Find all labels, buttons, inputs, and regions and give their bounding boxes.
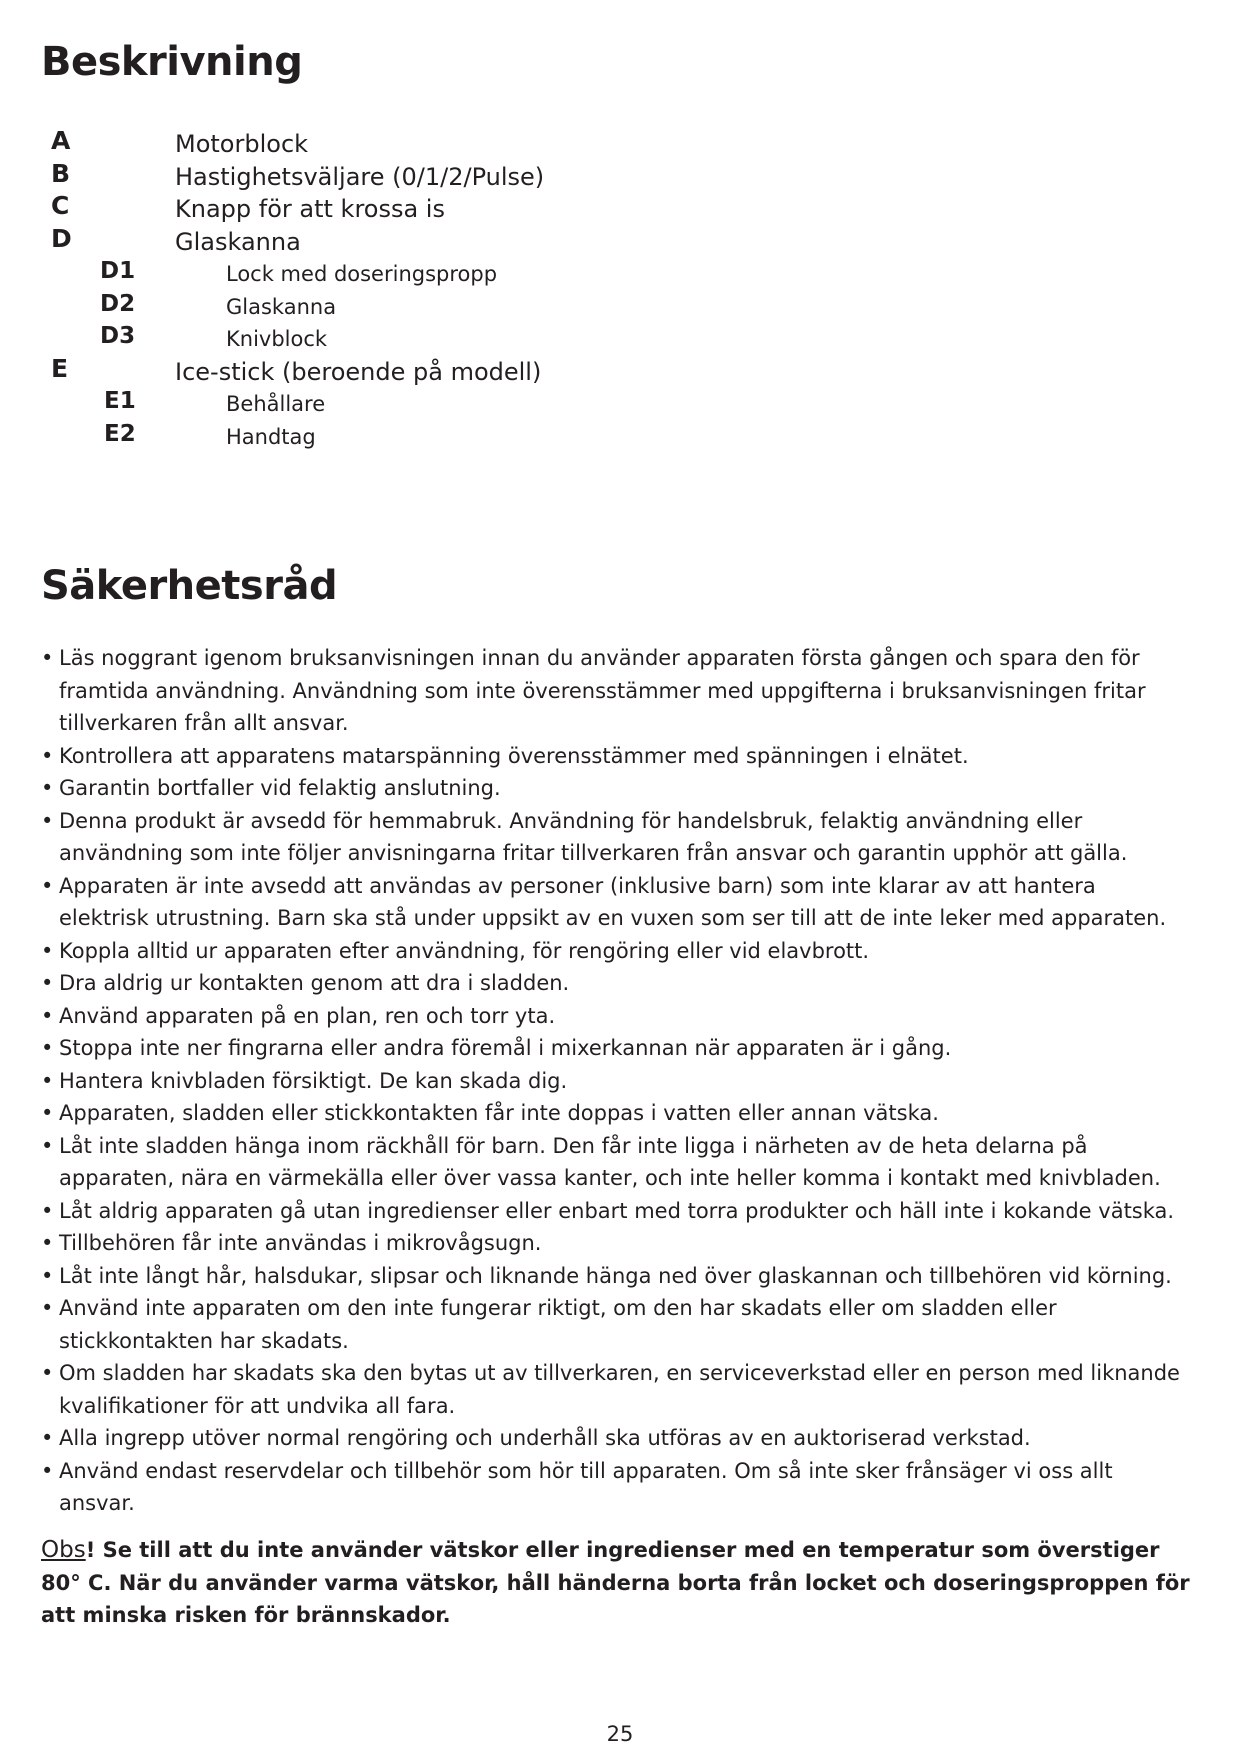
subpart-label: Glaskanna: [226, 294, 337, 319]
list-item: • Kontrollera att apparatens matarspänning överensstämmer med spänningen i elnätet.: [41, 740, 1191, 773]
note-text: ! Se till att du inte använder vätskor eller ingredienser med en temperatur som överstiger 80° C. När du använder varma vätskor, håll händerna borta från locket och doseringsproppen för att minska risken för brännskador.: [41, 1538, 1190, 1627]
list-item: • Hantera knivbladen försiktigt. De kan skada dig.: [41, 1065, 1191, 1098]
list-item: • Apparaten, sladden eller stickkontakten får inte doppas i vatten eller annan vätska.: [41, 1097, 1191, 1130]
part-letter: C: [51, 191, 70, 220]
list-item: • Koppla alltid ur apparaten efter användning, för rengöring eller vid elavbrott.: [41, 935, 1191, 968]
part-row-e1: [0, 386, 1240, 419]
list-item: • Denna produkt är avsedd för hemmabruk. Användning för handelsbruk, felaktig användning eller användning som inte följer anvisningarna fritar tillverkaren från ansvar och garantin upphör att gälla.: [41, 805, 1191, 870]
page-number: 25: [606, 1722, 634, 1746]
part-row-e: [0, 354, 1240, 387]
subpart-code: D2: [100, 290, 136, 317]
part-letter: D: [51, 223, 72, 253]
subpart-code: E1: [104, 388, 136, 414]
list-item: • Låt inte sladden hänga inom räckhåll för barn. Den får inte ligga i närheten av de heta delarna på apparaten, nära en värmekälla eller över vassa kanter, och inte heller komma i kontakt med knivbladen.: [41, 1130, 1191, 1195]
parts-list: [0, 126, 1240, 451]
subpart-label: Behållare: [226, 392, 326, 416]
subpart-code: E2: [104, 420, 136, 447]
part-row-e2: [0, 419, 1240, 452]
safety-list: [41, 642, 1191, 1520]
list-item: • Läs noggrant igenom bruksanvisningen innan du använder apparaten första gången och spara den för framtida användning. Användning som inte överensstämmer med uppgifterna i bruksanvisningen fritar tillverkaren från allt ansvar.: [41, 642, 1191, 740]
part-row-d1: [0, 256, 1240, 289]
part-label: Motorblock: [175, 130, 309, 158]
part-label: Glaskanna: [175, 227, 301, 256]
part-row-a: [0, 126, 1240, 159]
list-item: • Om sladden har skadats ska den bytas ut av tillverkaren, en serviceverkstad eller en person med liknande kvalifikationer för att undvika all fara.: [41, 1357, 1191, 1422]
list-item: • Garantin bortfaller vid felaktig anslutning.: [41, 772, 1191, 805]
note-label: Obs: [41, 1537, 86, 1563]
part-letter: E: [51, 353, 69, 383]
part-letter: B: [51, 158, 71, 188]
list-item: • Dra aldrig ur kontakten genom att dra i sladden.: [41, 967, 1191, 1000]
part-letter: A: [51, 126, 71, 155]
list-item: • Låt inte långt hår, halsdukar, slipsar och liknande hänga ned över glaskannan och tillbehören vid körning.: [41, 1260, 1191, 1293]
list-item: • Apparaten är inte avsedd att användas av personer (inklusive barn) som inte klarar av att hantera elektrisk utrustning. Barn ska stå under uppsikt av en vuxen som ser till att de inte leker med apparaten.: [41, 870, 1191, 935]
part-row-d2: [0, 289, 1240, 322]
part-label: Knapp för att krossa is: [175, 195, 445, 223]
part-label: Ice-stick (beroende på modell): [175, 357, 542, 386]
list-item: • Stoppa inte ner fingrarna eller andra föremål i mixerkannan när apparaten är i gång.: [41, 1032, 1191, 1065]
subpart-code: D3: [100, 323, 136, 349]
safety-title: Säkerhetsråd: [41, 563, 338, 609]
list-item: • Alla ingrepp utöver normal rengöring och underhåll ska utföras av en auktoriserad verkstad.: [41, 1422, 1191, 1455]
subpart-label: Handtag: [226, 424, 316, 449]
subpart-label: Lock med doseringspropp: [226, 262, 498, 286]
part-row-c: [0, 191, 1240, 224]
list-item: • Använd endast reservdelar och tillbehör som hör till apparaten. Om så inte sker frånsäger vi oss allt ansvar.: [41, 1455, 1191, 1520]
list-item: • Använd apparaten på en plan, ren och torr yta.: [41, 1000, 1191, 1033]
list-item: • Låt aldrig apparaten gå utan ingredienser eller enbart med torra produkter och häll inte i kokande vätska.: [41, 1195, 1191, 1228]
list-item: • Använd inte apparaten om den inte fungerar riktigt, om den har skadats eller om sladden eller stickkontakten har skadats.: [41, 1292, 1191, 1357]
description-title: Beskrivning: [41, 39, 303, 85]
part-row-d: [0, 224, 1240, 257]
part-row-d3: [0, 321, 1240, 354]
subpart-label: Knivblock: [226, 327, 328, 351]
part-label: Hastighetsväljare (0/1/2/Pulse): [175, 162, 545, 191]
part-row-b: [0, 159, 1240, 192]
warning-note: [41, 1534, 1191, 1632]
subpart-code: D1: [100, 258, 136, 284]
list-item: • Tillbehören får inte användas i mikrovågsugn.: [41, 1227, 1191, 1260]
